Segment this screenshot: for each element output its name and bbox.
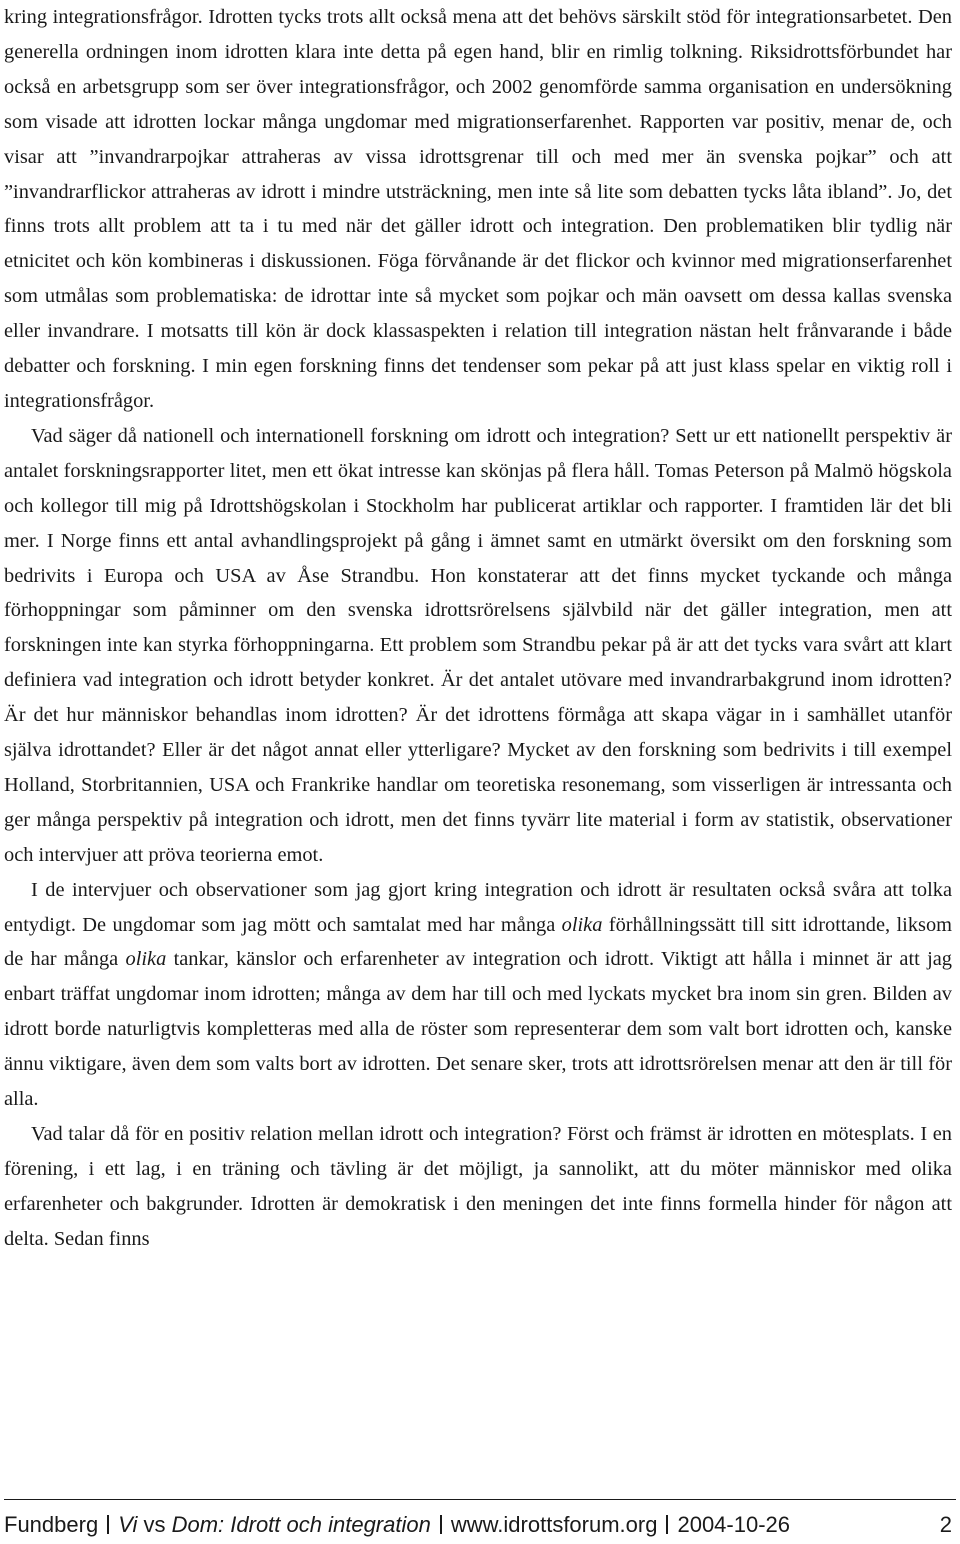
footer-title-vs: vs [137, 1512, 172, 1537]
footer-divider [4, 1499, 956, 1500]
emphasis-olika-2: olika [125, 948, 167, 971]
paragraph-3-text-b: förhållningssätt till sitt idrottande, liksom de har många [4, 913, 953, 971]
footer-separator [666, 1515, 668, 1534]
footer-title-rest: Dom: Idrott och integration [171, 1512, 431, 1537]
paragraph-2: Vad säger då nationell och internationell forskning om idrott och integration? Sett ur ett nationellt perspektiv är antalet forskningsrapporter litet, men ett ökat intresse kan skönjas på flera håll. Tomas Peterson på Malmö högskola och kollegor till mig på Idrottshögskolan i Stockholm har publicerat artiklar och rapporter. I framtiden lär det bli mer. I Norge finns ett antal avhandlingsprojekt på gång i ämnet samt en utmärkt översikt om den forskning som bedrivits i Europa och USA av Åse Strandbu. Hon konstaterar att det finns mycket tyckande och många förhoppningar som påminner om den svenska idrottsrörelsens självbild när det gäller integration, men att forskningen inte kan styrka förhoppningarna. Ett problem som Strandbu pekar på är att det tycks vara svårt att klart definiera vad integration och idrott betyder konkret. Är det antalet utövare med invandrarbakgrund inom idrotten? Är det hur människor behandlas inom idrotten? Är det idrottens förmåga att skapa vägar in i samhället utanför själva idrottandet? Eller är det något annat eller ytterligare? Mycket av den forskning som bedrivits i till exempel Holland, Storbritannien, USA och Frankrike handlar om teoretiska resonemang, som visserligen är intressanta och ger många perspektiv på integration och idrott, men det finns tyvärr lite material i form av statistik, observationer och intervjuer att pröva teorierna emot. [4, 424, 952, 866]
paragraph-3 [4, 873, 952, 1117]
footer-separator [107, 1515, 109, 1534]
document-body [4, 0, 952, 1257]
footer-date: 2004-10-26 [677, 1512, 791, 1537]
paragraph-3-text-a: I de intervjuer och observationer som jag gjort kring integration och idrott är resultaten också svåra att tolka entydigt. De ungdomar som jag mött och samtalat med har många [4, 878, 952, 936]
footer-title [118, 1512, 431, 1537]
paragraph-4: Vad talar då för en positiv relation mellan idrott och integration? Först och främst är idrotten en mötesplats. I en förening, i ett lag, i en träning och tävling är det möjligt, ja sannolikt, att du möter människor med olika erfarenheter och bakgrunder. Idrotten är demokratisk i den meningen det inte finns formella hinder för någon att delta. Sedan finns [4, 1123, 952, 1250]
page-number: 2 [939, 1512, 952, 1537]
page-footer [4, 1510, 952, 1540]
paragraph-3-text-c: tankar, känslor och erfarenheter av integration och idrott. Viktigt att hålla i minnet är att jag enbart träffat ungdomar inom idrotten; många av dem har till och med lyckats mycket bra inom sin gren. Bilden av idrott borde naturligtvis kompletteras med alla de röster som representerar dem som valt bort idrotten och, kanske ännu viktigare, även dem som valts bort av idrotten. Det senare sker, trots att idrottsrörelsen menar att den är till för alla. [4, 948, 953, 1111]
emphasis-olika-1: olika [561, 913, 603, 936]
footer-title-vi: Vi [118, 1512, 138, 1537]
footer-website: www.idrottsforum.org [450, 1512, 658, 1537]
footer-separator [440, 1515, 442, 1534]
footer-author: Fundberg [4, 1512, 99, 1537]
paragraph-1: kring integrationsfrågor. Idrotten tycks trots allt också mena att det behövs särskilt stöd för integrationsarbetet. Den generella ordningen inom idrotten klara inte detta på egen hand, blir en rimlig tolkning. Riksidrottsförbundet har också en arbetsgrupp som ser över integrationsfrågor, och 2002 genomförde samma organisation en undersökning som visade att idrotten lockar många ungdomar med migrationserfarenhet. Rapporten var positiv, menar de, och visar att ”invandrarpojkar attraheras av vissa idrottsgrenar till och med mer än svenska pojkar” och att ”invandrarflickor attraheras av idrott i mindre utsträckning, men inte så lite som debatten tycks låta ibland”. Jo, det finns trots allt problem att ta i tu med när det gäller idrott och integration. Den problematiken blir tydlig när etnicitet och kön kombineras i diskussionen. Föga förvånande är det flickor och kvinnor med migrationserfarenhet som utmålas som problematiska: de idrottar inte så mycket som pojkar och män oavsett om dessa kallas svenska eller invandrare. I motsatts till kön är dock klassaspekten i relation till integration nästan helt frånvarande i både debatter och forskning. I min egen forskning finns det tendenser som pekar på att just klass spelar en viktig roll i integrationsfrågor. [4, 6, 952, 412]
